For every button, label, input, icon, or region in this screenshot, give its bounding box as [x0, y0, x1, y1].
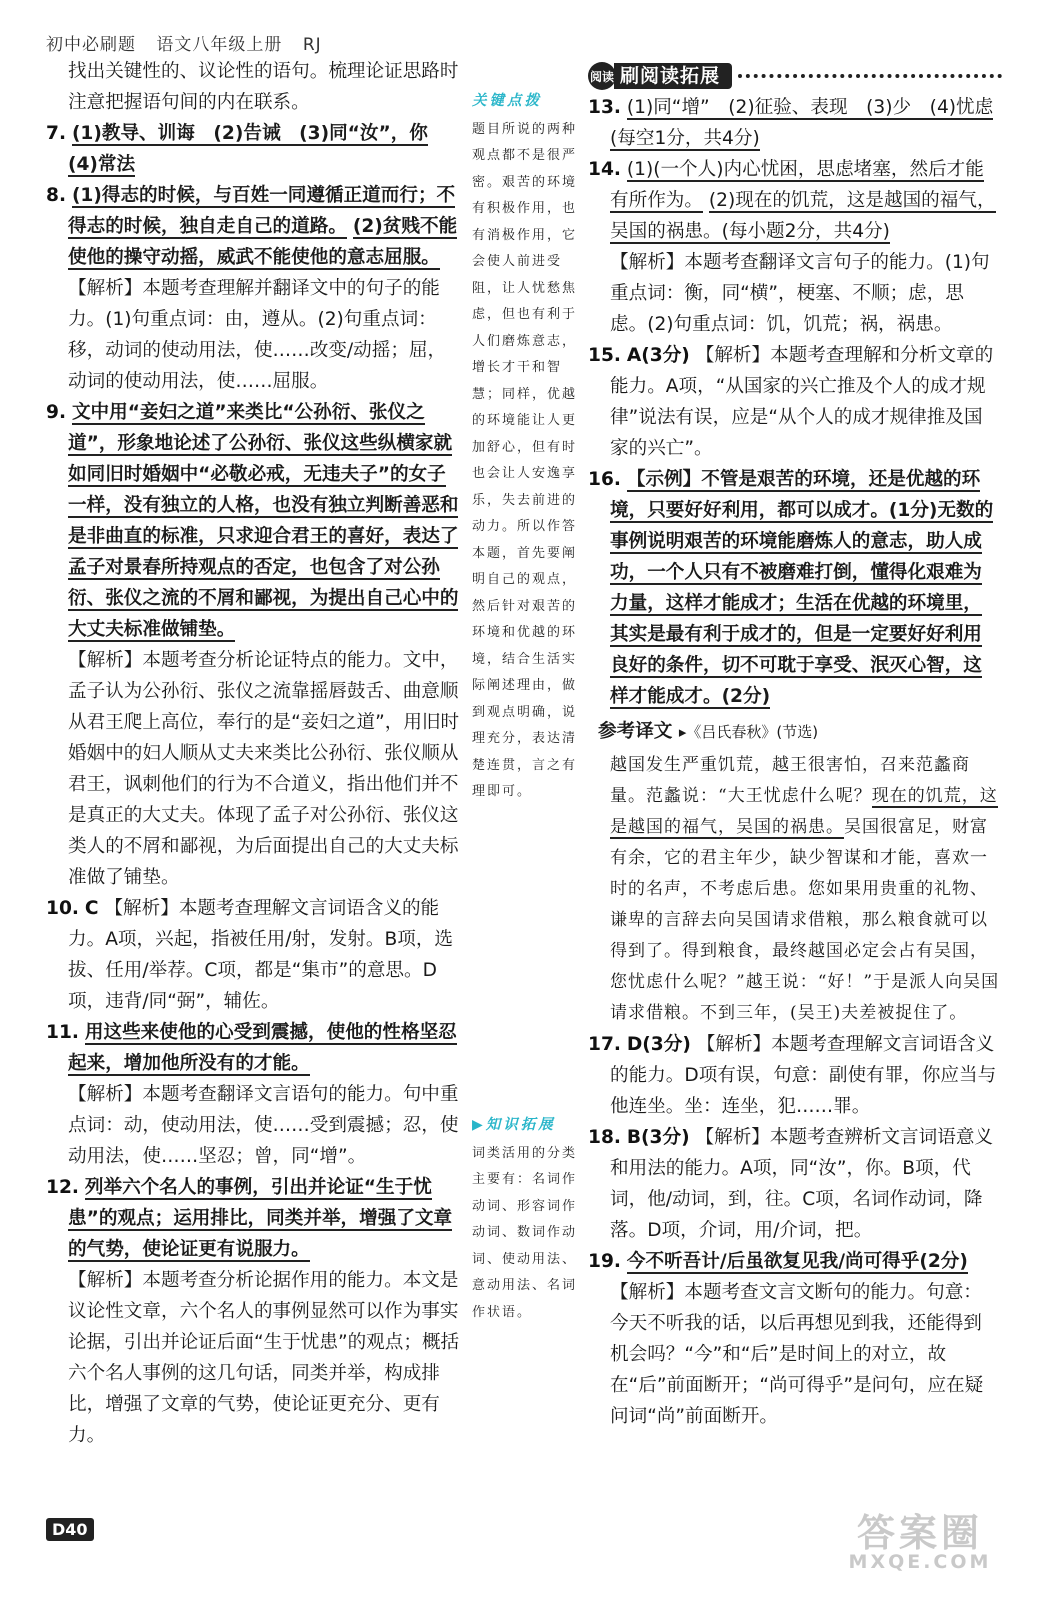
question-17: 17. D(3分) 【解析】本题考查理解文言词语含义的能力。D项有误，句意：副使有罪，你应当与他连坐。坐：连坐，犯……罪。	[588, 1034, 997, 1117]
q17-answer: D(3分)	[626, 1034, 691, 1055]
q17-analysis: 【解析】本题考查理解文言词语含义的能力。D项有误，句意：副使有罪，你应当与他连坐。坐：连坐，犯……罪。	[610, 1034, 997, 1117]
arrow-icon: ▶	[472, 1117, 486, 1133]
q8-answer-2: (2)贫贱不能使他的操守动摇，威武不能使他的意志屈服。	[68, 216, 458, 268]
reference-translation-header	[598, 716, 1000, 748]
q9-answer: 文中用“妾妇之道”来类比“公孙衍、张仪之道”，形象地论述了公孙衍、张仪这些纵横家就如同旧时婚姻中“必敬必戒，无违夫子”的女子一样，没有独立的人格，也没有独立判断善恶和是非曲直的标准，只求迎合君王的喜好，表达了孟子对景春所持观点的否定，也包含了对公孙衍、张仪之流的不屑和鄙视，为提出自己心中的大丈夫标准做铺垫。	[68, 402, 459, 640]
subject-title: 语文八年级上册	[156, 35, 283, 55]
key-tips-tag: 关键点拨	[472, 92, 542, 109]
q15-analysis: 【解析】本题考查理解和分析文章的能力。A项，“从国家的兴亡推及个人的成才规律”说法有误，应是“从个人的成才规律推及国家的兴亡”。	[610, 345, 994, 459]
q8-answer-1: (1)得志的时候，与百姓一同遵循正道而行；不得志的时候，独自走自己的道路。	[68, 185, 456, 237]
watermark-logo: 答案圈 MXQE.COM	[848, 1511, 992, 1573]
q19-analysis: 【解析】本题考查文言文断句的能力。句意：今天不听我的话，以后再想见到我，还能得到机会吗？“今”和“后”是时间上的对立，故在“后”前面断开；“尚可得乎”是问句，应在疑问词“尚”前面断开。	[610, 1282, 984, 1427]
intro-text: 找出关键性的、议论性的语句。梳理论证思路时注意把握语句间的内在联系。	[68, 61, 459, 113]
q14-answer-1: (1)(一个人)内心忧困，思虑堵塞，然后才能有所作为。	[610, 159, 984, 211]
q12-analysis: 【解析】本题考查分析论据作用的能力。本文是议论性文章，六个名人的事例显然可以作为事实论据，引出并论证后面“生于忧患”的观点；概括六个名人事例的这几句话，同类并举，构成排比，增强了文章的气势，使论证更充分、更有力。	[68, 1270, 460, 1446]
reference-label: 参考译文	[598, 721, 673, 742]
q8-analysis: 【解析】本题考查理解并翻译文中的句子的能力。(1)句重点词：由，遵从。(2)句重点词：移，动词的使动用法，使……改变/动摇；屈，动词的使动用法，使……屈服。	[68, 278, 447, 392]
q10-analysis: 【解析】本题考查理解文言词语含义的能力。A项，兴起，指被任用/射，发射。B项，选拔、任用/举荐。C项，都是“集市”的意思。D项，违背/同“弼”，辅佐。	[68, 898, 454, 1012]
q16-answer: 【示例】不管是艰苦的环境，还是优越的环境，只要好好利用，都可以成才。(1分)无数的事例说明艰苦的环境能磨炼人的意志，助人成功，一个人只有不被磨难打倒，懂得化艰难为力量，这样才能成才；生活在优越的环境里，其实是最有利于成才的，但是一定要好好利用良好的条件，切不可耽于享受、泯灭心智，这样才能成才。(2分)	[610, 469, 994, 707]
q9-analysis: 【解析】本题考查分析论证特点的能力。文中，孟子认为公孙衍、张仪之流靠摇唇鼓舌、曲意顺从君王爬上高位，奉行的是“妾妇之道”，用旧时婚姻中的妇人顺从丈夫来类比公孙衍、张仪顺从君王，讽刺他们的行为不合道义，指出他们并不是真正的大丈夫。体现了孟子对公孙衍、张仪这类人的不屑和鄙视，为后面提出自己的大丈夫标准做了铺垫。	[68, 650, 460, 888]
question-18: 18. B(3分) 【解析】本题考查辨析文言词语意义和用法的能力。A项，同“汝”，你。B项，代词，他/动词，到，往。C项，名词作动词，降落。D项，介词，用/介词，把。	[588, 1127, 994, 1241]
q15-answer: A(3分)	[626, 345, 690, 366]
reading-badge-icon: 阅读	[588, 62, 616, 90]
q7-answer-2: (4)常法	[68, 154, 136, 175]
q18-analysis: 【解析】本题考查辨析文言词语意义和用法的能力。A项，同“汝”，你。B项，代词，他/动词，到，往。C项，名词作动词，降落。D项，介词，用/介词，把。	[610, 1127, 994, 1241]
dotted-divider	[738, 74, 1002, 78]
question-16: 16. 【示例】不管是艰苦的环境，还是优越的环境，只要好好利用，都可以成才。(1分)无数的事例说明艰苦的环境能磨炼人的意志，助人成功，一个人只有不被磨难打倒，懂得化艰难为力量，这样才能成才；生活在优越的环境里，其实是最有利于成才的，但是一定要好好利用良好的条件，切不可耽于享受、泯灭心智，这样才能成才。(2分)	[588, 469, 994, 707]
page-number: D40	[46, 1518, 94, 1541]
question-13: 13. (1)同“增” (2)征验、表现 (3)少 (4)忧虑(每空1分，共4分)	[588, 97, 994, 149]
reference-title: ▸《吕氏春秋》(节选)	[678, 723, 819, 741]
book-title: 初中必刷题	[46, 35, 136, 55]
edition-label: RJ	[302, 35, 322, 55]
question-9: 9. 文中用“妾妇之道”来类比“公孙衍、张仪之道”，形象地论述了公孙衍、张仪这些纵横家就如同旧时婚姻中“必敬必戒，无违夫子”的女子一样，没有独立的人格，也没有独立判断善恶和是非曲直的标准，只求迎合君王的喜好，表达了孟子对景春所持观点的否定，也包含了对公孙衍、张仪之流的不屑和鄙视，为提出自己心中的大丈夫标准做铺垫。	[46, 402, 459, 640]
left-column	[46, 56, 462, 1451]
reference-translation: 越国发生严重饥荒，越王很害怕，召来范蠡商量。范蠡说：“大王忧虑什么呢？现在的饥荒，这是越国的福气，吴国的祸患。吴国很富足，财富有余，它的君主年少，缺少智谋和才能，喜欢一时的名声，不考虑后患。您如果用贵重的礼物、谦卑的言辞去向吴国请求借粮，那么粮食就可以得到了。得到粮食，最终越国必定会占有吴国，您忧虑什么呢？”越王说：“好！”于是派人向吴国请求借粮。不到三年，(吴王)夫差被捉住了。	[610, 755, 1000, 1023]
knowledge-tag: ▶知识拓展	[472, 1116, 556, 1133]
q18-answer: B(3分)	[626, 1127, 690, 1148]
question-10: 10. C 【解析】本题考查理解文言词语含义的能力。A项，兴起，指被任用/射，发射。B项，选拔、任用/举荐。C项，都是“集市”的意思。D项，违背/同“弼”，辅佐。	[46, 898, 454, 1012]
reading-section-header	[588, 62, 1002, 90]
right-column	[588, 92, 1000, 1432]
question-12: 12. 列举六个名人的事例，引出并论证“生于忧患”的观点；运用排比，同类并举，增强了文章的气势，使论证更有说服力。	[46, 1177, 453, 1260]
knowledge-sidebar	[472, 1112, 580, 1326]
page-header	[46, 30, 336, 55]
q10-answer: C	[84, 898, 99, 919]
key-tips-text: 题目所说的两种观点都不是很严密。艰苦的环境有积极作用，也有消极作用，它会使人前进受阻，让人忧愁焦虑，但也有利于人们磨炼意志，增长才干和智慧；同样，优越的环境能让人更加舒心，但有时也会让人安逸享乐，失去前进的动力。所以作答本题，首先要阐明自己的观点，然后针对艰苦的环境和优越的环境，结合生活实际阐述理由，做到观点明确，说理充分，表达清楚连贯，言之有理即可。	[472, 121, 578, 799]
reference-underlined: 现在的饥荒，这是越国的福气，吴国的祸患。	[610, 786, 998, 837]
q11-analysis: 【解析】本题考查翻译文言语句的能力。句中重点词：动，使动用法，使……受到震撼；忍，使动用法，使……坚忍；曾，同“增”。	[68, 1084, 459, 1167]
question-19: 19. 今不听吾计/后虽欲复见我/尚可得乎(2分)	[588, 1251, 968, 1272]
q14-analysis: 【解析】本题考查翻译文言句子的能力。(1)句重点词：衡，同“横”，梗塞、不顺；虑，思虑。(2)句重点词：饥，饥荒；祸，祸患。	[610, 252, 990, 335]
question-7: 7. (1)教导、训诲 (2)告诫 (3)同“汝”，你 (4)常法	[46, 123, 428, 175]
knowledge-text: 词类活用的分类主要有：名词作动词、形容词作动词、数词作动词、使动用法、意动用法、名词作状语。	[472, 1145, 578, 1320]
q12-answer: 列举六个名人的事例，引出并论证“生于忧患”的观点；运用排比，同类并举，增强了文章的气势，使论证更有说服力。	[68, 1177, 453, 1260]
section-title: 刷阅读拓展	[614, 63, 732, 89]
key-tips-sidebar	[472, 88, 580, 806]
q7-answer: (1)教导、训诲 (2)告诫 (3)同“汝”，你	[71, 123, 428, 144]
question-11: 11. 用这些来使他的心受到震撼，使他的性格坚忍起来，增加他所没有的才能。	[46, 1022, 457, 1074]
question-14: 14. (1)(一个人)内心忧困，思虑堵塞，然后才能有所作为。 (2)现在的饥荒，这是越国的福气，吴国的祸患。(每小题2分，共4分)	[588, 159, 996, 242]
q11-answer: 用这些来使他的心受到震撼，使他的性格坚忍起来，增加他所没有的才能。	[68, 1022, 457, 1074]
question-8: 8. (1)得志的时候，与百姓一同遵循正道而行；不得志的时候，独自走自己的道路。 (2)贫贱不能使他的操守动摇，威武不能使他的意志屈服。	[46, 185, 458, 268]
question-15: 15. A(3分) 【解析】本题考查理解和分析文章的能力。A项，“从国家的兴亡推及个人的成才规律”说法有误，应是“从个人的成才规律推及国家的兴亡”。	[588, 345, 994, 459]
q13-answer: (1)同“增” (2)征验、表现 (3)少 (4)忧虑(每空1分，共4分)	[610, 97, 994, 149]
q19-answer: 今不听吾计/后虽欲复见我/尚可得乎(2分)	[626, 1251, 968, 1272]
q14-answer-2: (2)现在的饥荒，这是越国的福气，吴国的祸患。(每小题2分，共4分)	[610, 190, 996, 242]
